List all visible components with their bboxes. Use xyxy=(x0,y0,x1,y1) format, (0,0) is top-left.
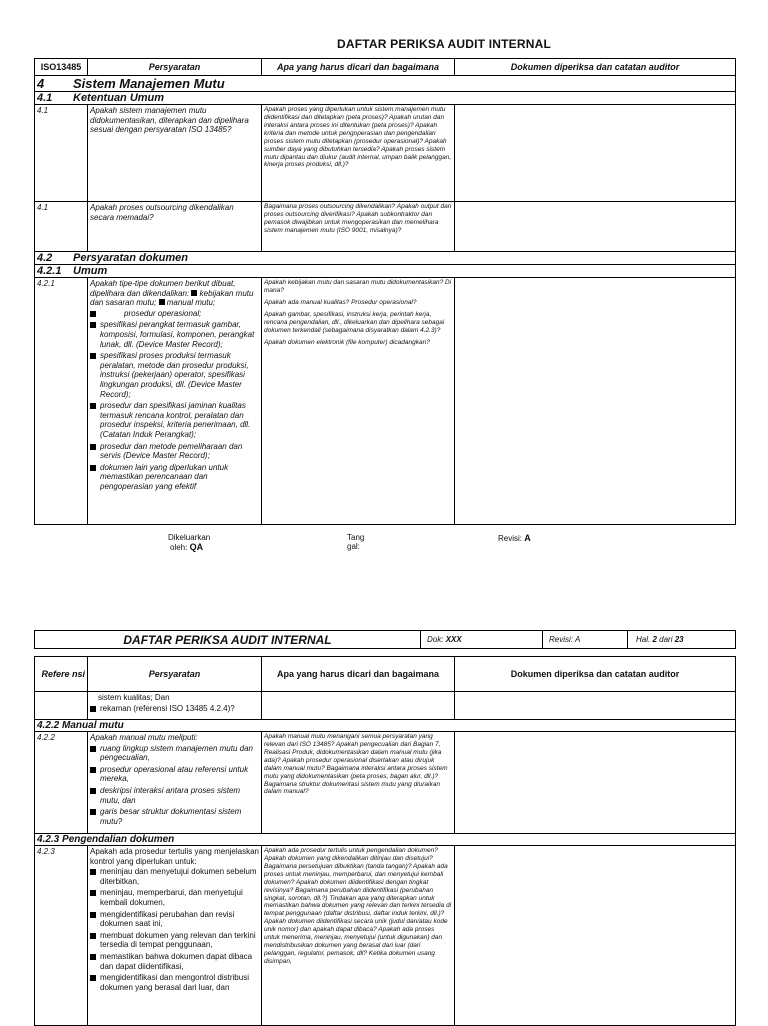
auditor-notes-cell[interactable] xyxy=(455,692,736,720)
list-item-text: memastikan bahwa dokumen dapat dibaca dan dapat diidentifikasi, xyxy=(100,951,253,971)
list-item xyxy=(90,463,259,492)
list-item xyxy=(90,952,259,971)
list-item xyxy=(90,910,259,929)
bullet-square-icon xyxy=(90,975,96,981)
bullet-square-icon xyxy=(90,788,96,794)
issued-by-value: QA xyxy=(189,542,204,552)
list-item-text: prosedur operasional; xyxy=(124,308,202,318)
list-item xyxy=(90,744,259,763)
list-item-text: spesifikasi perangkat termasuk gambar, komposisi, formulasi, komponen, perangkat lunak, dll. (Device Master Record); xyxy=(100,320,255,349)
section-number: 4.1 xyxy=(37,92,53,104)
list-item xyxy=(90,442,259,461)
look-for-paragraph: Apakah kebijakan mutu dan sasaran mutu didokumentasikan? Di mana? xyxy=(264,279,452,294)
header-requirements: Persyaratan xyxy=(88,59,262,76)
list-item-text: prosedur dan spesifikasi jaminan kualitas termasuk rencana kontrol, peralatan dan prosedur inspeksi, kriteria penerimaan, dll. (Catatan Induk Perangkat); xyxy=(100,401,251,439)
requirement-item: manual mutu; xyxy=(166,298,216,308)
list-item-text: prosedur operasional atau referensi untuk mereka, xyxy=(100,764,249,784)
page-2-title: DAFTAR PERIKSA AUDIT INTERNAL xyxy=(35,631,421,649)
auditor-notes-cell[interactable] xyxy=(455,732,736,834)
list-item xyxy=(90,401,259,439)
row-requirement xyxy=(88,278,262,525)
auditor-notes-cell[interactable] xyxy=(455,278,736,525)
issued-by xyxy=(168,533,210,552)
date-label: Tang xyxy=(347,533,365,542)
look-for-paragraph: Apakah gambar, spesifikasi, instruksi kerja, perintah kerja, rencana pengendalian, dll., dikeluarkan dan dipelihara sebagai dokumen terkendali (sebagaimana disyaratkan dalam 4.2.3)? xyxy=(264,310,445,334)
list-item xyxy=(90,867,259,886)
auditor-notes-cell[interactable] xyxy=(455,202,736,252)
checklist-table-page-2 xyxy=(34,656,736,1026)
table-row xyxy=(35,105,736,202)
bullet-square-icon xyxy=(90,809,96,815)
table-row xyxy=(35,732,736,834)
list-item-text: meninjau dan menyetujui dokumen sebelum diterbitkan, xyxy=(100,867,257,886)
total-pages: 23 xyxy=(674,635,684,644)
list-item-text: dokumen lain yang diperlukan untuk memastikan perencanaan dan pengoperasian yang efektif xyxy=(100,462,229,491)
date-field xyxy=(347,533,364,551)
revision-value: A xyxy=(524,533,531,543)
table-row xyxy=(35,846,736,1026)
header-reference: Refere nsi xyxy=(35,657,88,692)
auditor-notes-cell[interactable] xyxy=(455,105,736,202)
list-item-text: mengidentifikasi dan mengontrol distribusi dokumen yang berasal dari luar, dan xyxy=(100,973,249,992)
section-title: 4.2.3 Pengendalian dokumen xyxy=(35,834,736,846)
row-requirement: Apakah proses outsourcing dikendalikan secara memadai? xyxy=(88,202,262,252)
row-requirement xyxy=(88,692,262,720)
page-2-header xyxy=(34,630,736,649)
bullet-square-icon xyxy=(90,954,96,960)
list-item xyxy=(90,765,259,784)
section-number: 4.2 xyxy=(37,252,53,264)
section-heading-4-2-1 xyxy=(35,265,736,278)
bullet-square-icon xyxy=(90,444,96,450)
list-item-text: spesifikasi proses produksi termasuk peralatan, metode dan prosedur produksi, instruksi (pekerjaan) operator, spesifikasi lingkungan produksi, dll. (Device Master Record); xyxy=(100,351,249,399)
revision-label: Revisi: xyxy=(498,534,523,543)
list-item xyxy=(90,351,259,399)
section-heading-4-2-3 xyxy=(35,834,736,846)
section-heading-4 xyxy=(35,76,736,92)
requirement-intro: Apakah manual mutu meliputi: xyxy=(90,733,198,742)
section-title: Umum xyxy=(73,265,108,277)
revision-field xyxy=(498,533,531,543)
section-title: 4.2.2 Manual mutu xyxy=(35,720,736,732)
section-number: 4.2.1 xyxy=(37,265,62,277)
bullet-square-icon xyxy=(90,933,96,939)
revision-cell xyxy=(543,631,628,649)
header-documents-notes: Dokumen diperiksa dan catatan auditor xyxy=(455,657,736,692)
list-item-text: membuat dokumen yang relevan dan terkini tersedia di tempat penggunaan, xyxy=(100,930,256,950)
issued-by-label: oleh: xyxy=(170,543,188,552)
list-item xyxy=(90,786,259,805)
list-item xyxy=(90,320,259,349)
table-row xyxy=(35,278,736,525)
list-item xyxy=(90,888,259,907)
row-reference: 4.2.2 xyxy=(35,732,88,834)
issued-by-label: Dikeluarkan xyxy=(168,533,211,542)
doc-label: Dok: xyxy=(427,635,444,644)
page-number: 2 xyxy=(652,635,657,644)
row-requirement: Apakah sistem manajemen mutu didokumentasikan, diterapkan dan dipelihara sesuai dengan persyaratan ISO 13485? xyxy=(88,105,262,202)
list-item-text: mengidentifikasi perubahan dan revisi dokumen saat ini, xyxy=(100,909,235,929)
list-item xyxy=(90,807,259,826)
bullet-square-icon xyxy=(90,322,96,328)
section-heading-4-2 xyxy=(35,252,736,265)
page-of-label: dari xyxy=(659,635,673,644)
revision-label: Revisi: xyxy=(549,635,574,644)
row-reference: 4.1 xyxy=(35,105,88,202)
header-documents-notes: Dokumen diperiksa dan catatan auditor xyxy=(455,59,736,76)
row-look-for xyxy=(262,278,455,525)
checklist-table-page-1 xyxy=(34,58,736,525)
row-look-for: Apakah ada prosedur tertulis untuk pengendalian dokumen? Apakah dokumen yang dikendalikan ditinjau dan disetujui? Bagaimana persetujuan dibuktikan (tanda tangan)? Apakah ada proses untuk meninjau, memperbarui, dan menyetujui kembali dokumen? Apakah dokumen diidentifikasi dengan tingkat revisinya? Bagaimana perubahan diidentifikasi (perubahan singkat, sorotan, dll.?) Tindakan apa yang diterapkan untuk memastikan bahwa dokumen yang relevan dan terkini tersedia di tempat penggunaan (daftar distribusi, daftar induk terkini, dll.)? Apakah dokumen diidentifikasi secara unik (judul dan/atau kode unik nomor) dan apakah dapat dibaca? Apakah ada proses untuk menerima, meninjau, menyetujui (untuk digunakan) dan mendistribusikan dokumen yang berasal dari luar (dari pelanggan, regulator, pemasok, dll? Ketika dokumen usang disimpan, xyxy=(262,846,455,1026)
row-reference: 4.2.1 xyxy=(35,278,88,525)
page-number-cell xyxy=(628,631,736,649)
table-header-row xyxy=(35,59,736,76)
bullet-square-icon xyxy=(90,353,96,359)
table-header-row xyxy=(35,657,736,692)
row-requirement xyxy=(88,846,262,1026)
list-item xyxy=(90,931,259,950)
doc-number xyxy=(421,631,543,649)
bullet-square-icon xyxy=(90,912,96,918)
list-item-text: deskripsi interaksi antara proses sistem mutu, dan xyxy=(100,785,241,805)
table-row xyxy=(35,202,736,252)
header-requirements: Persyaratan xyxy=(88,657,262,692)
bullet-square-icon xyxy=(90,746,96,752)
requirement-intro: Apakah tipe-tipe dokumen berikut dibuat, dipelihara dan dikendalikan: xyxy=(90,279,236,298)
bullet-square-icon xyxy=(90,767,96,773)
row-look-for: Apakah manual mutu menangani semua persyaratan yang relevan dari ISO 13485? Apakah pengecualian dari Bagian 7, Realisasi Produk, didokumentasikan dalam manual mutu (jika ada)? Apakah prosedur operasional disertakan atau dirujuk dalam manual mutu? Bagaimana interaksi antara proses sistem mutu yang didokumentasikan (peta proses, bagan alur, dll.)? Bagaimana struktur dokumentasi sistem mutu yang diuraikan dalam manual? xyxy=(262,732,455,834)
header-what-to-look-for: Apa yang harus dicari dan bagaimana xyxy=(262,59,455,76)
list-item xyxy=(90,704,259,714)
revision-value: A xyxy=(574,635,581,644)
section-heading-4-2-2 xyxy=(35,720,736,732)
section-title: Sistem Manajemen Mutu xyxy=(73,76,225,91)
row-reference: 4.1 xyxy=(35,202,88,252)
list-item-text: rekaman (referensi ISO 13485 4.2.4)? xyxy=(100,703,235,713)
list-item-text: ruang lingkup sistem manajemen mutu dan pengecualian, xyxy=(100,743,253,763)
section-title: Ketentuan Umum xyxy=(73,92,165,104)
bullet-square-icon xyxy=(90,890,96,896)
row-look-for: Apakah proses yang diperlukan untuk sistem manajemen mutu diidentifikasi dan ditetapkan (peta proses)? Apakah urutan dan interaksi antara proses ini ditentukan (peta proses)? Apakah kriteria dan metode untuk pengoperasian dan pengendalian proses sistem mutu ditetapkan (prosedur operasional)? Apakah sumber daya yang dibutuhkan tersedia? Apakah proses sistem mutu dipantau dan diukur (audit internal, umpan balik pelanggan, kinerja proses produksi, dll.)? xyxy=(262,105,455,202)
list-item-text: sistem kualitas; Dan xyxy=(98,693,170,702)
header-what-to-look-for: Apa yang harus dicari dan bagaimana xyxy=(262,657,455,692)
date-label: gal: xyxy=(347,542,360,551)
header-iso13485: ISO13485 xyxy=(35,59,88,76)
requirement-intro: Apakah ada prosedur tertulis yang menjelaskan kontrol yang diperlukan untuk: xyxy=(90,847,259,866)
list-item-text: prosedur dan metode pemeliharaan dan servis (Device Master Record); xyxy=(100,441,243,461)
auditor-notes-cell[interactable] xyxy=(455,846,736,1026)
row-reference: 4.2.3 xyxy=(35,846,88,1026)
look-for-paragraph: Apakah ada manual kualitas? Prosedur operasional? xyxy=(264,298,417,306)
look-for-paragraph: Apakah dokumen elektronik (file komputer) dicadangkan? xyxy=(264,338,430,346)
list-item xyxy=(90,973,259,992)
bullet-square-icon xyxy=(90,311,96,317)
row-look-for: Bagaimana proses outsourcing dikendalikan? Apakah output dari proses outsourcing diverifikasi? Apakah subkontraktor dan pemasok diwajibkan untuk mengoperasikan dan memelihara sistem manajemen mutu (ISO 9001, misalnya)? xyxy=(262,202,455,252)
bullet-square-icon xyxy=(191,290,197,296)
requirement-item: kebijakan mutu dan sasaran mutu; xyxy=(90,288,254,308)
list-item-text: meninjau, memperbarui, dan menyetujui kembali dokumen, xyxy=(100,888,243,907)
section-title: Persyaratan dokumen xyxy=(73,252,188,264)
row-requirement xyxy=(88,732,262,834)
section-heading-4-1 xyxy=(35,92,736,105)
doc-value: XXX xyxy=(445,635,462,644)
document-title: DAFTAR PERIKSA AUDIT INTERNAL xyxy=(336,37,551,51)
page-label: Hal. xyxy=(636,635,651,644)
bullet-square-icon xyxy=(90,869,96,875)
bullet-square-icon xyxy=(90,465,96,471)
table-row xyxy=(35,692,736,720)
bullet-square-icon xyxy=(159,299,165,305)
bullet-square-icon xyxy=(90,706,96,712)
bullet-square-icon xyxy=(90,403,96,409)
section-number: 4 xyxy=(37,76,45,91)
list-item xyxy=(90,309,259,319)
list-item-text: garis besar struktur dokumentasi sistem mutu? xyxy=(100,807,242,826)
